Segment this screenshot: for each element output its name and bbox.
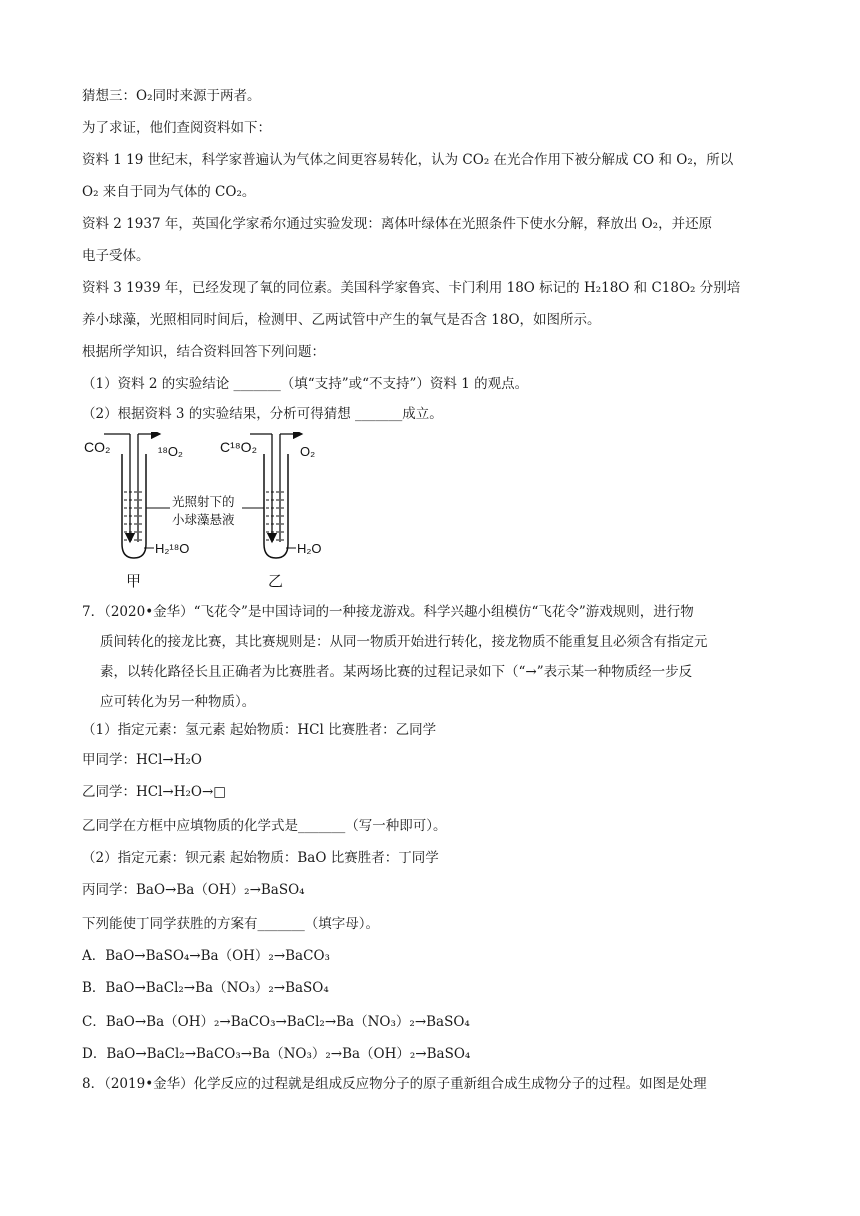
option-b: B．BaO→BaCl₂→Ba（NO₃）₂→BaSO₄ bbox=[82, 980, 329, 996]
text-line: 根据所学知识，结合资料回答下列问题： bbox=[82, 344, 325, 360]
question-7-stem: 质间转化的接龙比赛，其比赛规则是：从同一物质开始进行转化，接龙物质不能重复且必须含有指定元 bbox=[100, 634, 708, 650]
question-7-stem: 素，以转化路径长且正确者为比赛胜者。某两场比赛的过程记录如下（“→”表示某一种物质经一步反 bbox=[100, 664, 693, 680]
question-8-stem: 8．（2019•金华）化学反应的过程就是组成反应物分子的原子重新组合成生成物分子的过程。如图是处理 bbox=[82, 1076, 707, 1092]
text-line: 养小球藻，光照相同时间后，检测甲、乙两试管中产生的氧气是否含 18O，如图所示。 bbox=[82, 312, 601, 328]
suspension-label-line2: 小球藻悬液 bbox=[172, 512, 235, 527]
test-tube-diagram bbox=[82, 432, 342, 592]
right-tube-label: 乙 bbox=[268, 572, 284, 590]
left-test-tube bbox=[104, 434, 160, 558]
text-line: 猜想三：O₂同时来源于两者。 bbox=[82, 88, 261, 104]
left-output-gas: ¹⁸O₂ bbox=[158, 444, 183, 459]
question-7-stem: 应可转化为另一种物质）。 bbox=[100, 694, 256, 710]
text-line: （2）指定元素：钡元素 起始物质：BaO 比赛胜者：丁同学 bbox=[82, 850, 439, 866]
text-line: （1）指定元素：氢元素 起始物质：HCl 比赛胜者：乙同学 bbox=[82, 722, 437, 738]
text-line: 资料 2 1937 年，英国化学家希尔通过实验发现：离体叶绿体在光照条件下使水分解，释放出 O₂，并还原 bbox=[82, 216, 713, 232]
right-input-gas: C¹⁸O₂ bbox=[220, 439, 258, 455]
right-water-label: H₂O bbox=[297, 541, 322, 556]
option-c: C．BaO→Ba（OH）₂→BaCO₃→BaCl₂→Ba（NO₃）₂→BaSO₄ bbox=[82, 1014, 470, 1030]
text-line: 乙同学：HCl→H₂O→□ bbox=[82, 784, 227, 800]
question-6-2: （2）根据资料 3 的实验结果，分析可得猜想 _______成立。 bbox=[82, 406, 443, 422]
question-6-1: （1）资料 2 的实验结论 _______（填“支持”或“不支持”）资料 1 的观点。 bbox=[82, 376, 529, 392]
text-line: O₂ 来自于同为气体的 CO₂。 bbox=[82, 184, 256, 200]
text-line: 乙同学在方框中应填物质的化学式是_______（写一种即可）。 bbox=[82, 818, 447, 834]
text-line: 电子受体。 bbox=[82, 248, 150, 264]
text-line: 资料 1 19 世纪末，科学家普遍认为气体之间更容易转化，认为 CO₂ 在光合作用下被分解成 CO 和 O₂，所以 bbox=[82, 152, 734, 168]
right-test-tube bbox=[250, 434, 302, 558]
suspension-label-line1: 光照射下的 bbox=[172, 494, 235, 509]
left-tube-label: 甲 bbox=[126, 572, 142, 590]
left-water-label: H₂¹⁸O bbox=[155, 541, 190, 556]
text-line: 丙同学：BaO→Ba（OH）₂→BaSO₄ bbox=[82, 882, 305, 898]
left-input-gas: CO₂ bbox=[84, 439, 111, 455]
question-7-stem: 7．（2020•金华）“飞花令”是中国诗词的一种接龙游戏。科学兴趣小组模仿“飞花令”游戏规则，进行物 bbox=[82, 604, 694, 620]
text-line: 甲同学：HCl→H₂O bbox=[82, 752, 202, 768]
text-line: 下列能使丁同学获胜的方案有_______（填字母）。 bbox=[82, 916, 379, 932]
right-output-gas: O₂ bbox=[300, 444, 316, 459]
text-line: 资料 3 1939 年，已经发现了氧的同位素。美国科学家鲁宾、卡门利用 18O 标记的 H₂18O 和 C18O₂ 分别培 bbox=[82, 280, 741, 296]
text-line: 为了求证，他们查阅资料如下： bbox=[82, 120, 271, 136]
option-a: A．BaO→BaSO₄→Ba（OH）₂→BaCO₃ bbox=[82, 948, 330, 964]
option-d: D．BaO→BaCl₂→BaCO₃→Ba（NO₃）₂→Ba（OH）₂→BaSO₄ bbox=[82, 1046, 471, 1062]
experiment-figure bbox=[82, 432, 342, 592]
